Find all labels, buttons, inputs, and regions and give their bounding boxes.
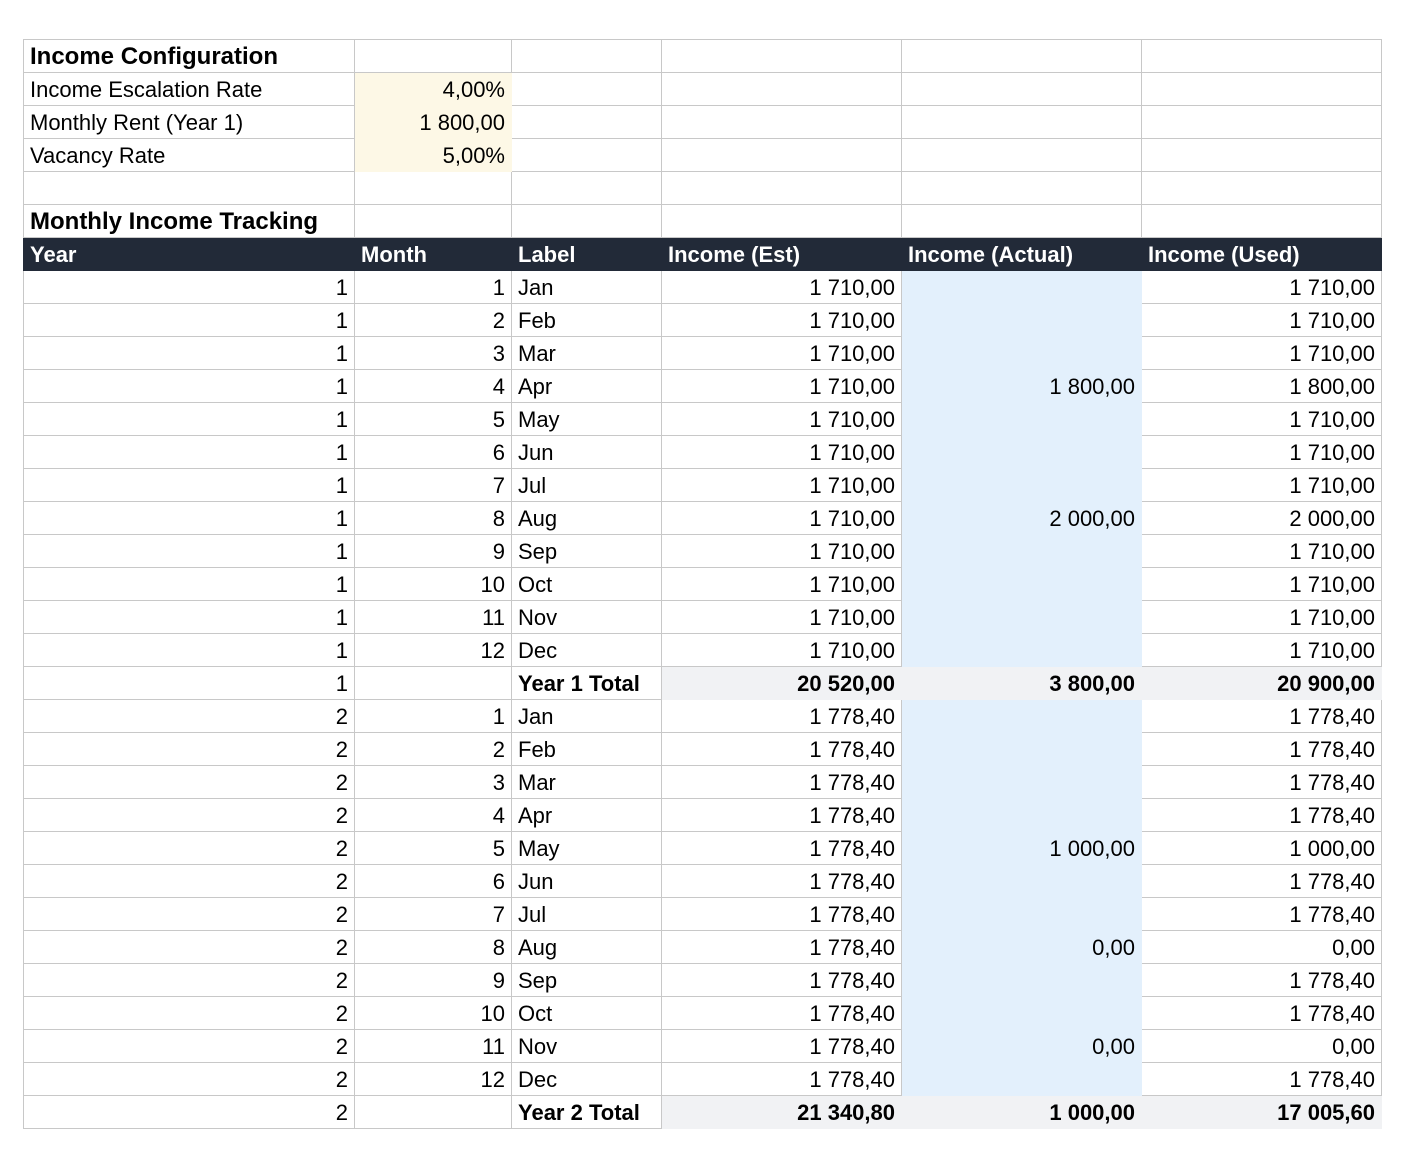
table-row [24, 271, 1382, 304]
year-cell[interactable]: 2 [24, 733, 355, 766]
year-cell[interactable]: 2 [24, 1096, 355, 1129]
income-actual-cell[interactable] [902, 304, 1142, 337]
income-used-cell[interactable]: 20 900,00 [1142, 667, 1382, 700]
year-cell[interactable]: 1 [24, 271, 355, 304]
table-row [24, 700, 1382, 733]
income-est-cell[interactable]: 1 710,00 [662, 436, 902, 469]
income-used-cell[interactable]: 1 710,00 [1142, 403, 1382, 436]
income-actual-cell[interactable] [902, 865, 1142, 898]
label-cell[interactable]: Apr [512, 799, 662, 832]
income-actual-cell[interactable] [902, 898, 1142, 931]
year-cell[interactable]: 2 [24, 766, 355, 799]
year-cell[interactable]: 2 [24, 865, 355, 898]
income-est-cell[interactable]: 1 710,00 [662, 601, 902, 634]
table-row [24, 898, 1382, 931]
tracking-rows [24, 271, 1382, 1129]
income-used-cell[interactable]: 1 778,40 [1142, 700, 1382, 733]
income-used-cell[interactable]: 1 778,40 [1142, 799, 1382, 832]
table-row [24, 535, 1382, 568]
config-title[interactable]: Income Configuration [24, 40, 355, 73]
tracking-header-row [24, 238, 1382, 271]
header-label[interactable]: Label [512, 238, 662, 271]
income-used-cell[interactable]: 0,00 [1142, 1030, 1382, 1063]
table-row [24, 1063, 1382, 1096]
income-used-cell[interactable]: 2 000,00 [1142, 502, 1382, 535]
label-cell[interactable]: Jul [512, 469, 662, 502]
header-income-actual[interactable]: Income (Actual) [902, 238, 1142, 271]
label-cell[interactable]: Mar [512, 766, 662, 799]
label-cell[interactable]: Aug [512, 931, 662, 964]
month-cell[interactable]: 7 [355, 469, 512, 502]
cell[interactable] [662, 40, 902, 73]
table-row [24, 403, 1382, 436]
income-actual-cell[interactable] [902, 997, 1142, 1030]
cell[interactable] [512, 73, 662, 106]
income-actual-cell[interactable] [902, 271, 1142, 304]
label-cell[interactable]: Jun [512, 436, 662, 469]
month-cell[interactable]: 4 [355, 799, 512, 832]
income-used-cell[interactable]: 1 710,00 [1142, 634, 1382, 667]
income-est-cell[interactable]: 1 710,00 [662, 535, 902, 568]
month-cell[interactable]: 12 [355, 634, 512, 667]
cell[interactable] [662, 139, 902, 172]
label-cell[interactable]: Oct [512, 997, 662, 1030]
income-est-cell[interactable]: 1 710,00 [662, 403, 902, 436]
config-title-row [24, 40, 1382, 73]
label-cell[interactable]: Dec [512, 634, 662, 667]
month-cell[interactable]: 10 [355, 997, 512, 1030]
income-est-cell[interactable]: 1 778,40 [662, 832, 902, 865]
income-used-cell[interactable]: 1 710,00 [1142, 568, 1382, 601]
month-cell[interactable]: 8 [355, 502, 512, 535]
cell[interactable] [662, 106, 902, 139]
label-cell[interactable]: Oct [512, 568, 662, 601]
year-cell[interactable]: 2 [24, 1030, 355, 1063]
cell[interactable] [512, 205, 662, 238]
cell[interactable] [512, 106, 662, 139]
income-est-cell[interactable]: 1 778,40 [662, 997, 902, 1030]
income-used-cell[interactable]: 1 778,40 [1142, 865, 1382, 898]
cell[interactable] [662, 73, 902, 106]
income-used-cell[interactable]: 1 778,40 [1142, 1063, 1382, 1096]
month-cell[interactable]: 2 [355, 733, 512, 766]
cell[interactable] [662, 205, 902, 238]
config-row [24, 139, 1382, 172]
year-cell[interactable]: 2 [24, 700, 355, 733]
cell[interactable] [512, 172, 662, 205]
income-actual-cell[interactable]: 3 800,00 [902, 667, 1142, 700]
cell[interactable] [902, 106, 1142, 139]
table-row [24, 931, 1382, 964]
label-cell[interactable]: Feb [512, 304, 662, 337]
income-est-cell[interactable]: 1 710,00 [662, 337, 902, 370]
year-cell[interactable]: 1 [24, 634, 355, 667]
income-actual-cell[interactable] [902, 634, 1142, 667]
income-actual-cell[interactable] [902, 469, 1142, 502]
table-row [24, 964, 1382, 997]
total-row [24, 1096, 1382, 1129]
header-year[interactable]: Year [24, 238, 355, 271]
year-cell[interactable]: 1 [24, 502, 355, 535]
year-cell[interactable]: 1 [24, 370, 355, 403]
income-actual-cell[interactable] [902, 766, 1142, 799]
header-income-est[interactable]: Income (Est) [662, 238, 902, 271]
table-row [24, 997, 1382, 1030]
year-cell[interactable]: 2 [24, 997, 355, 1030]
tracking-title[interactable]: Monthly Income Tracking [24, 205, 355, 238]
income-est-cell[interactable]: 1 710,00 [662, 634, 902, 667]
config-value-escalation-rate[interactable]: 4,00% [355, 73, 512, 106]
month-cell[interactable]: 9 [355, 535, 512, 568]
year-cell[interactable]: 2 [24, 931, 355, 964]
cell[interactable] [1142, 106, 1382, 139]
label-cell[interactable]: Jul [512, 898, 662, 931]
table-row [24, 568, 1382, 601]
header-month[interactable]: Month [355, 238, 512, 271]
year-cell[interactable]: 2 [24, 832, 355, 865]
cell[interactable] [1142, 139, 1382, 172]
income-est-cell[interactable]: 1 710,00 [662, 271, 902, 304]
income-used-cell[interactable]: 1 710,00 [1142, 304, 1382, 337]
income-actual-cell[interactable] [902, 436, 1142, 469]
table-row [24, 469, 1382, 502]
table-row [24, 370, 1382, 403]
config-row [24, 106, 1382, 139]
month-cell[interactable]: 3 [355, 766, 512, 799]
month-cell[interactable]: 4 [355, 370, 512, 403]
income-actual-cell[interactable] [902, 799, 1142, 832]
income-actual-cell[interactable]: 1 000,00 [902, 832, 1142, 865]
year-cell[interactable]: 1 [24, 436, 355, 469]
month-cell[interactable] [355, 1096, 512, 1129]
cell[interactable] [1142, 40, 1382, 73]
income-used-cell[interactable]: 1 710,00 [1142, 601, 1382, 634]
income-used-cell[interactable]: 1 778,40 [1142, 733, 1382, 766]
year-cell[interactable]: 1 [24, 469, 355, 502]
year-cell[interactable]: 1 [24, 403, 355, 436]
income-actual-cell[interactable]: 0,00 [902, 1030, 1142, 1063]
label-cell[interactable]: Jun [512, 865, 662, 898]
label-cell[interactable]: Year 2 Total [512, 1096, 662, 1129]
income-actual-cell[interactable]: 0,00 [902, 931, 1142, 964]
income-est-cell[interactable]: 21 340,80 [662, 1096, 902, 1129]
month-cell[interactable]: 9 [355, 964, 512, 997]
income-actual-cell[interactable] [902, 733, 1142, 766]
month-cell[interactable]: 12 [355, 1063, 512, 1096]
income-est-cell[interactable]: 1 778,40 [662, 700, 902, 733]
label-cell[interactable]: May [512, 832, 662, 865]
year-cell[interactable]: 1 [24, 568, 355, 601]
cell[interactable] [902, 40, 1142, 73]
month-cell[interactable] [355, 667, 512, 700]
year-cell[interactable]: 2 [24, 799, 355, 832]
table-row [24, 304, 1382, 337]
income-actual-cell[interactable] [902, 403, 1142, 436]
month-cell[interactable]: 1 [355, 700, 512, 733]
income-est-cell[interactable]: 20 520,00 [662, 667, 902, 700]
label-cell[interactable]: Nov [512, 1030, 662, 1063]
cell[interactable] [24, 172, 355, 205]
month-cell[interactable]: 6 [355, 865, 512, 898]
income-est-cell[interactable]: 1 778,40 [662, 865, 902, 898]
label-cell[interactable]: Feb [512, 733, 662, 766]
income-used-cell[interactable]: 1 710,00 [1142, 469, 1382, 502]
month-cell[interactable]: 11 [355, 601, 512, 634]
spreadsheet-grid [23, 39, 1382, 1129]
income-used-cell[interactable]: 1 778,40 [1142, 964, 1382, 997]
income-est-cell[interactable]: 1 778,40 [662, 1030, 902, 1063]
cell[interactable] [902, 205, 1142, 238]
table-row [24, 733, 1382, 766]
table-row [24, 766, 1382, 799]
cell[interactable] [1142, 73, 1382, 106]
blank-row [24, 172, 1382, 205]
cell[interactable] [902, 172, 1142, 205]
income-used-cell[interactable]: 1 000,00 [1142, 832, 1382, 865]
month-cell[interactable]: 5 [355, 832, 512, 865]
income-est-cell[interactable]: 1 778,40 [662, 964, 902, 997]
income-est-cell[interactable]: 1 710,00 [662, 370, 902, 403]
income-used-cell[interactable]: 1 710,00 [1142, 535, 1382, 568]
year-cell[interactable]: 1 [24, 304, 355, 337]
income-est-cell[interactable]: 1 778,40 [662, 1063, 902, 1096]
income-actual-cell[interactable]: 1 800,00 [902, 370, 1142, 403]
year-cell[interactable]: 2 [24, 898, 355, 931]
table-row [24, 601, 1382, 634]
table-row [24, 799, 1382, 832]
income-actual-cell[interactable]: 1 000,00 [902, 1096, 1142, 1129]
income-est-cell[interactable]: 1 710,00 [662, 304, 902, 337]
income-est-cell[interactable]: 1 710,00 [662, 469, 902, 502]
cell[interactable] [355, 205, 512, 238]
config-row [24, 73, 1382, 106]
label-cell[interactable]: Jan [512, 271, 662, 304]
income-est-cell[interactable]: 1 778,40 [662, 766, 902, 799]
table-row [24, 502, 1382, 535]
month-cell[interactable]: 6 [355, 436, 512, 469]
month-cell[interactable]: 11 [355, 1030, 512, 1063]
month-cell[interactable]: 3 [355, 337, 512, 370]
income-used-cell[interactable]: 1 710,00 [1142, 271, 1382, 304]
month-cell[interactable]: 10 [355, 568, 512, 601]
label-cell[interactable]: Dec [512, 1063, 662, 1096]
income-est-cell[interactable]: 1 710,00 [662, 568, 902, 601]
income-used-cell[interactable]: 1 710,00 [1142, 436, 1382, 469]
income-est-cell[interactable]: 1 778,40 [662, 733, 902, 766]
cell[interactable] [902, 73, 1142, 106]
label-cell[interactable]: Nov [512, 601, 662, 634]
config-label[interactable]: Vacancy Rate [24, 139, 355, 172]
label-cell[interactable]: Year 1 Total [512, 667, 662, 700]
config-value-vacancy-rate[interactable]: 5,00% [355, 139, 512, 172]
label-cell[interactable]: Jan [512, 700, 662, 733]
income-used-cell[interactable]: 1 778,40 [1142, 766, 1382, 799]
config-value-monthly-rent[interactable]: 1 800,00 [355, 106, 512, 139]
year-cell[interactable]: 2 [24, 1063, 355, 1096]
month-cell[interactable]: 8 [355, 931, 512, 964]
label-cell[interactable]: May [512, 403, 662, 436]
income-used-cell[interactable]: 1 778,40 [1142, 997, 1382, 1030]
label-cell[interactable]: Aug [512, 502, 662, 535]
table-row [24, 436, 1382, 469]
month-cell[interactable]: 1 [355, 271, 512, 304]
cell[interactable] [902, 139, 1142, 172]
income-used-cell[interactable]: 1 710,00 [1142, 337, 1382, 370]
income-used-cell[interactable]: 1 778,40 [1142, 898, 1382, 931]
income-used-cell[interactable]: 17 005,60 [1142, 1096, 1382, 1129]
label-cell[interactable]: Mar [512, 337, 662, 370]
cell[interactable] [512, 40, 662, 73]
tracking-title-row [24, 205, 1382, 238]
month-cell[interactable]: 5 [355, 403, 512, 436]
month-cell[interactable]: 2 [355, 304, 512, 337]
income-actual-cell[interactable] [902, 568, 1142, 601]
table-row [24, 1030, 1382, 1063]
income-est-cell[interactable]: 1 778,40 [662, 931, 902, 964]
cell[interactable] [662, 172, 902, 205]
table-row [24, 634, 1382, 667]
income-est-cell[interactable]: 1 710,00 [662, 502, 902, 535]
income-actual-cell[interactable] [902, 700, 1142, 733]
table-row [24, 337, 1382, 370]
total-row [24, 667, 1382, 700]
cell[interactable] [1142, 205, 1382, 238]
label-cell[interactable]: Sep [512, 964, 662, 997]
income-actual-cell[interactable] [902, 1063, 1142, 1096]
income-est-cell[interactable]: 1 778,40 [662, 898, 902, 931]
cell[interactable] [355, 40, 512, 73]
income-actual-cell[interactable]: 2 000,00 [902, 502, 1142, 535]
income-used-cell[interactable]: 1 800,00 [1142, 370, 1382, 403]
income-used-cell[interactable]: 0,00 [1142, 931, 1382, 964]
year-cell[interactable]: 1 [24, 601, 355, 634]
year-cell[interactable]: 2 [24, 964, 355, 997]
cell[interactable] [355, 172, 512, 205]
income-est-cell[interactable]: 1 778,40 [662, 799, 902, 832]
year-cell[interactable]: 1 [24, 337, 355, 370]
month-cell[interactable]: 7 [355, 898, 512, 931]
label-cell[interactable]: Sep [512, 535, 662, 568]
config-label[interactable]: Income Escalation Rate [24, 73, 355, 106]
config-label[interactable]: Monthly Rent (Year 1) [24, 106, 355, 139]
cell[interactable] [1142, 172, 1382, 205]
year-cell[interactable]: 1 [24, 535, 355, 568]
cell[interactable] [512, 139, 662, 172]
year-cell[interactable]: 1 [24, 667, 355, 700]
income-actual-cell[interactable] [902, 337, 1142, 370]
income-actual-cell[interactable] [902, 535, 1142, 568]
table-row [24, 865, 1382, 898]
label-cell[interactable]: Apr [512, 370, 662, 403]
income-actual-cell[interactable] [902, 964, 1142, 997]
income-actual-cell[interactable] [902, 601, 1142, 634]
header-income-used[interactable]: Income (Used) [1142, 238, 1382, 271]
table-row [24, 832, 1382, 865]
